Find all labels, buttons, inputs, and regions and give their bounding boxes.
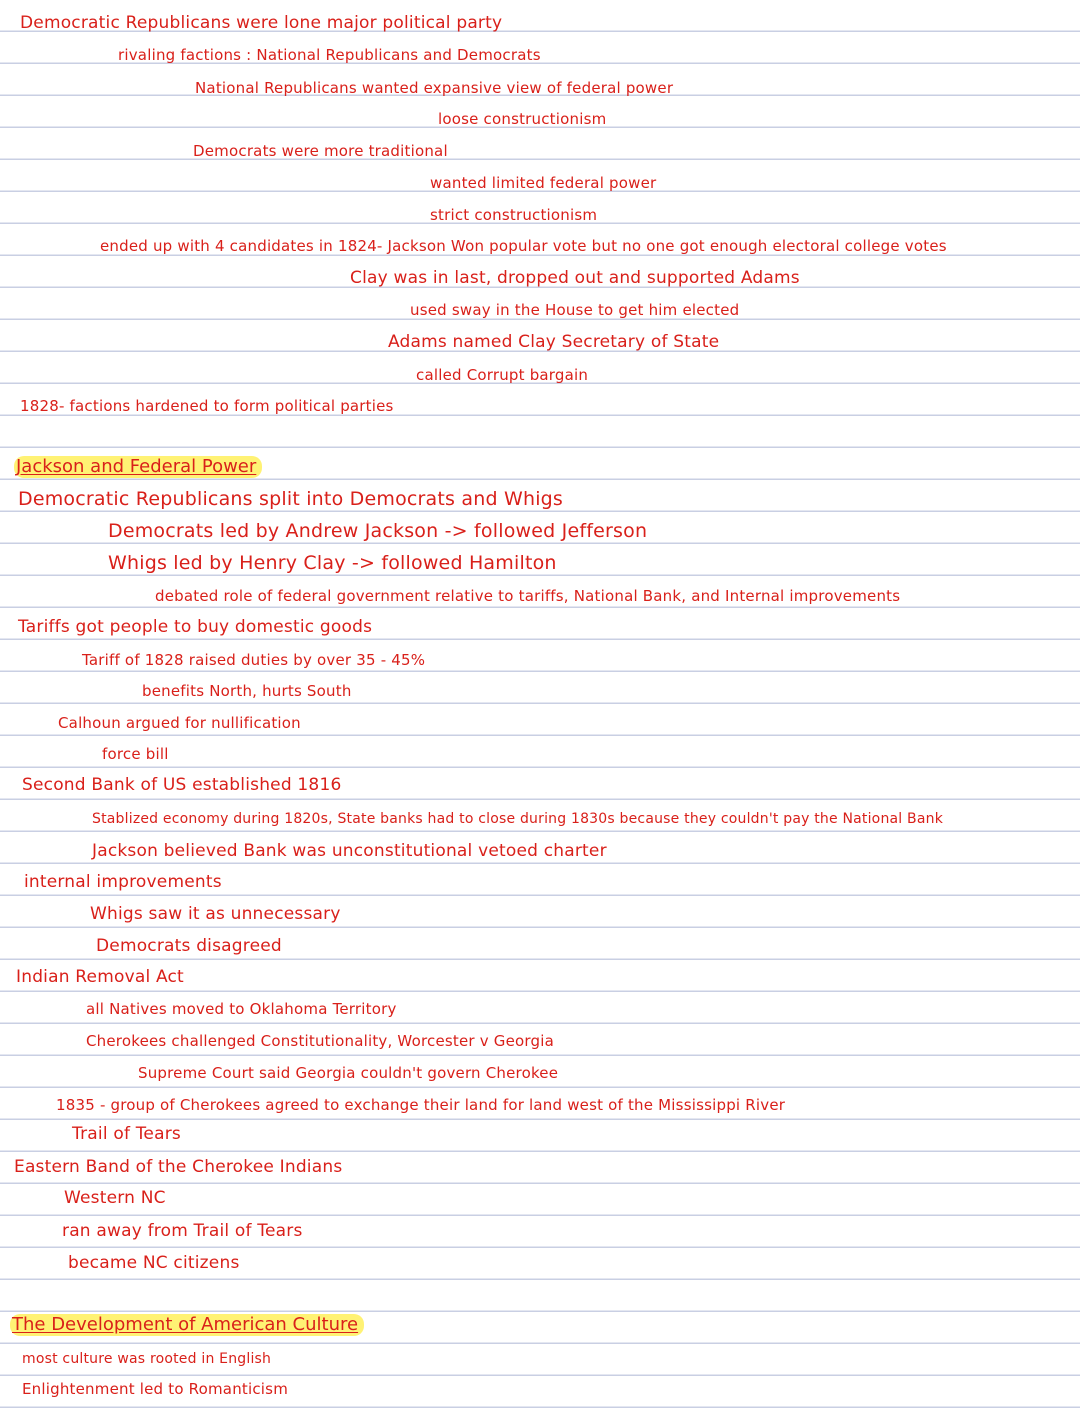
note-line: Indian Removal Act xyxy=(16,967,184,987)
note-line: Trail of Tears xyxy=(72,1124,181,1144)
note-line: ended up with 4 candidates in 1824- Jackson Won popular vote but no one got enough electoral college votes xyxy=(100,237,947,255)
note-line: Tariff of 1828 raised duties by over 35 - 45% xyxy=(82,651,426,669)
note-line: Clay was in last, dropped out and supported Adams xyxy=(350,268,800,288)
note-line: Eastern Band of the Cherokee Indians xyxy=(14,1157,343,1177)
note-line: Enlightenment led to Romanticism xyxy=(22,1380,288,1398)
note-line: used sway in the House to get him elected xyxy=(410,301,740,319)
note-line: Stablized economy during 1820s, State banks had to close during 1830s because they couldn't pay the National Bank xyxy=(92,811,944,827)
note-line: rivaling factions : National Republicans and Democrats xyxy=(118,46,541,64)
note-line: Adams named Clay Secretary of State xyxy=(388,332,720,352)
note-line: Whigs saw it as unnecessary xyxy=(90,904,341,924)
note-line: Democrats disagreed xyxy=(96,936,282,956)
note-line: Tariffs got people to buy domestic goods xyxy=(18,617,373,637)
note-line: most culture was rooted in English xyxy=(22,1351,272,1367)
note-line: Democratic Republicans were lone major political party xyxy=(20,13,503,33)
note-line: became NC citizens xyxy=(68,1253,240,1273)
note-line: Western NC xyxy=(64,1188,166,1208)
note-line: Democrats were more traditional xyxy=(193,142,448,160)
note-line: ran away from Trail of Tears xyxy=(62,1221,303,1241)
note-line: called Corrupt bargain xyxy=(416,366,589,384)
note-line: Jackson believed Bank was unconstitutional vetoed charter xyxy=(92,841,607,861)
note-line: Democratic Republicans split into Democrats and Whigs xyxy=(18,488,564,510)
note-line: 1828- factions hardened to form political parties xyxy=(20,397,394,415)
note-line: Second Bank of US established 1816 xyxy=(22,775,342,795)
note-line: benefits North, hurts South xyxy=(142,682,352,700)
note-line: Calhoun argued for nullification xyxy=(58,714,301,732)
section-heading: Jackson and Federal Power xyxy=(14,456,262,478)
note-line: wanted limited federal power xyxy=(430,174,657,192)
note-line: Democrats led by Andrew Jackson -> followed Jefferson xyxy=(108,520,648,542)
note-line: loose constructionism xyxy=(438,110,607,128)
note-line: Supreme Court said Georgia couldn't govern Cherokee xyxy=(138,1064,559,1082)
note-line: debated role of federal government relative to tariffs, National Bank, and Internal improvements xyxy=(155,587,901,605)
note-line: all Natives moved to Oklahoma Territory xyxy=(86,1000,397,1018)
note-line: Cherokees challenged Constitutionality, Worcester v Georgia xyxy=(86,1032,554,1050)
note-line: internal improvements xyxy=(24,872,222,892)
note-line: Whigs led by Henry Clay -> followed Hamilton xyxy=(108,552,557,574)
note-line: 1835 - group of Cherokees agreed to exchange their land for land west of the Mississippi River xyxy=(56,1096,786,1114)
note-line: National Republicans wanted expansive view of federal power xyxy=(195,79,674,97)
note-line: strict constructionism xyxy=(430,206,598,224)
note-line: force bill xyxy=(102,745,169,763)
section-heading: The Development of American Culture xyxy=(10,1314,364,1336)
